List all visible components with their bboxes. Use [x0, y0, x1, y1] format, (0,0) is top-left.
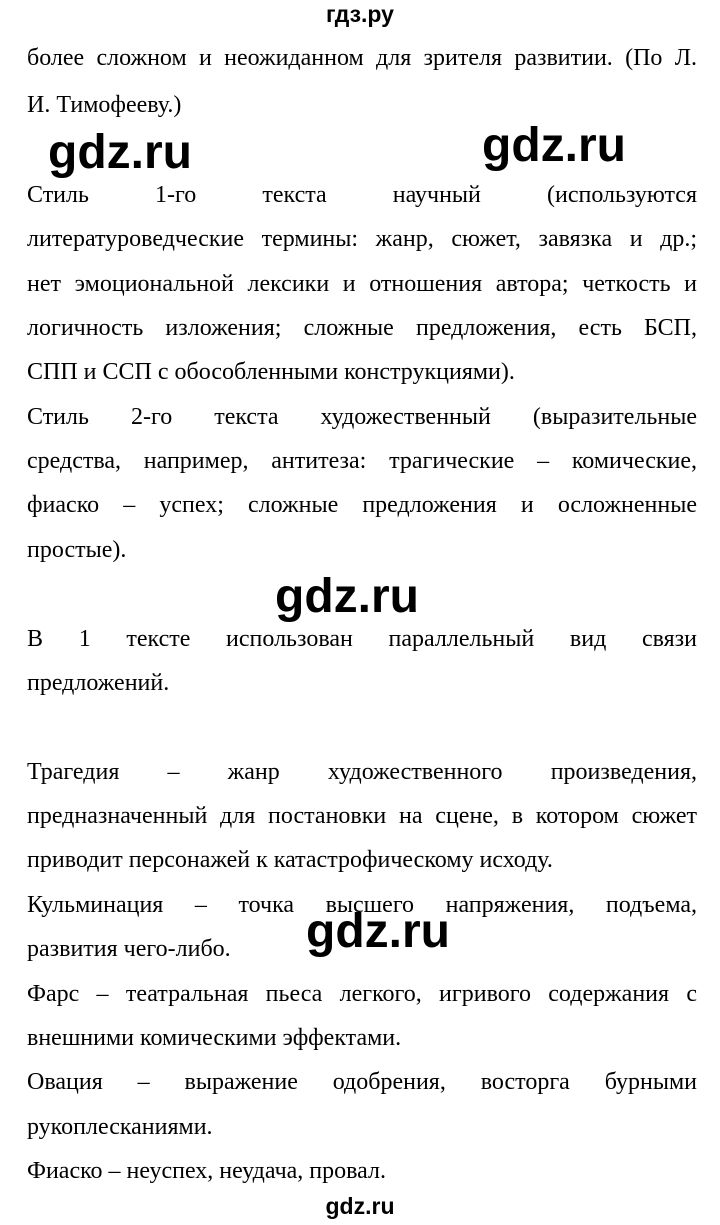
watermark-logo: gdz.ru	[48, 126, 192, 179]
site-header: гдз.ру	[326, 1, 394, 27]
text-line: Кульминация – точка высшего напряжения, подъема,	[27, 892, 697, 918]
text-line: Трагедия – жанр художественного произведения,	[27, 759, 697, 785]
text-line: средства, например, антитеза: трагические – комические,	[27, 448, 697, 474]
text-line: предназначенный для постановки на сцене, в котором сюжет	[27, 803, 697, 829]
watermark-logo: gdz.ru	[306, 905, 450, 958]
text-line: рукоплесканиями.	[27, 1114, 213, 1140]
text-line: приводит персонажей к катастрофическому исходу.	[27, 847, 553, 873]
text-line: литературоведческие термины: жанр, сюжет, завязка и др.;	[27, 226, 697, 252]
text-line: В 1 тексте использован параллельный вид связи	[27, 626, 697, 652]
text-line: простые).	[27, 537, 127, 563]
site-footer: gdz.ru	[325, 1193, 395, 1219]
text-line: Фиаско – неуспех, неудача, провал.	[27, 1158, 386, 1184]
text-line: Фарс – театральная пьеса легкого, игривого содержания с	[27, 981, 697, 1007]
text-line: Стиль 2-го текста художественный (выразительные	[27, 404, 697, 430]
text-line: Овация – выражение одобрения, восторга бурными	[27, 1069, 697, 1095]
text-line: предложений.	[27, 670, 170, 696]
text-line: более сложном и неожиданном для зрителя развитии. (По Л.	[27, 45, 697, 71]
watermark-logo: gdz.ru	[482, 119, 626, 172]
text-line: И. Тимофееву.)	[27, 92, 182, 118]
text-line: Стиль 1-го текста научный (используются	[27, 182, 697, 208]
text-line: нет эмоциональной лексики и отношения автора; четкость и	[27, 271, 697, 297]
text-line: развития чего-либо.	[27, 936, 231, 962]
text-line: логичность изложения; сложные предложения, есть БСП,	[27, 315, 697, 341]
text-line: внешними комическими эффектами.	[27, 1025, 402, 1051]
text-line: фиаско – успех; сложные предложения и осложненные	[27, 492, 697, 518]
watermark-logo: gdz.ru	[275, 570, 419, 623]
text-line: СПП и ССП с обособленными конструкциями).	[27, 359, 515, 385]
